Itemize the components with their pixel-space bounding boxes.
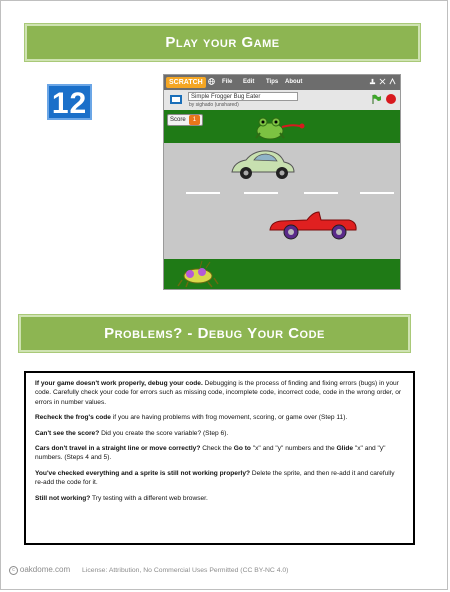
scratch-menubar [164, 75, 400, 90]
globe-icon[interactable] [208, 78, 215, 85]
lane-marking [304, 192, 338, 194]
debug-instructions [24, 371, 415, 545]
license-text: License: Attribution, No Commercial Uses Permitted (CC BY-NC 4.0) [82, 567, 289, 574]
stage-mode-icon[interactable] [170, 95, 182, 104]
debug-text: Debugging is the process of finding and fixing errors (bugs) in your code. Carefully check your code for errors such as missing code, incomplete code, incorrect code, code in the wrong order, or errors in number values. [35, 380, 402, 406]
menu-about[interactable]: About [285, 79, 303, 85]
debug-text: "x" and "y" numbers and the [250, 445, 337, 453]
play-game-banner: Play your Game [25, 24, 420, 61]
grow-icon[interactable] [389, 78, 396, 85]
debug-lead: Cars don't travel in a straight line or move correctly? [35, 445, 201, 453]
lane-marking [186, 192, 220, 194]
stamp-icon[interactable] [369, 78, 376, 85]
debug-paragraph [35, 494, 404, 503]
step-number-badge: 12 [47, 84, 92, 120]
debug-lead: If your game doesn't work properly, debug your code. [35, 380, 203, 387]
debug-text: Try testing with a different web browser. [90, 494, 208, 502]
scissors-icon[interactable] [379, 78, 386, 85]
debug-lead: Recheck the frog's code [35, 414, 111, 422]
score-label: Score [170, 117, 186, 123]
bug-sprite[interactable] [176, 260, 220, 288]
green-flag-icon[interactable] [371, 94, 381, 104]
frog-sprite[interactable] [252, 114, 306, 142]
debug-paragraph [35, 379, 404, 407]
score-monitor [167, 114, 203, 126]
score-value: 1 [189, 115, 200, 125]
scratch-logo[interactable]: SCRATCH [166, 77, 206, 88]
debug-paragraph [35, 413, 404, 422]
debug-paragraph [35, 429, 404, 438]
debug-text: if you are having problems with frog movement, scoring, or game over (Step 11). [110, 414, 348, 422]
debug-text: Did you create the score variable? (Step 6). [99, 429, 229, 437]
debug-lead: Still not working? [35, 494, 91, 502]
site-name: oakdome.com [19, 565, 71, 574]
beetle-car-sprite[interactable] [228, 148, 298, 182]
project-byline: by sighado (unshared) [189, 102, 239, 108]
copyright-icon: c [9, 566, 18, 575]
debug-text: Delete the sprite, and then re-add it and carefully re-add the code for it. [35, 469, 395, 487]
debug-text: Check the [200, 445, 234, 453]
menu-edit[interactable]: Edit [243, 79, 255, 85]
debug-banner: Problems? - Debug Your Code [19, 315, 410, 352]
debug-lead: You've checked everything and a sprite is still not working properly? [35, 469, 251, 477]
menu-file[interactable]: File [222, 79, 233, 85]
lane-marking [360, 192, 394, 194]
stop-button[interactable] [386, 94, 396, 104]
lane-marking [244, 192, 278, 194]
debug-paragraph [35, 444, 404, 463]
menu-tips[interactable]: Tips [266, 79, 279, 85]
debug-paragraph [35, 469, 404, 488]
debug-text: "x" and "y" numbers. (Steps 4 and 5). [35, 445, 386, 462]
debug-lead: Can't see the score? [35, 429, 100, 437]
game-stage[interactable] [164, 110, 400, 290]
license-footer [9, 565, 288, 575]
glide-block-name: Glide [336, 445, 354, 453]
project-title-input[interactable]: Simple Frogger Bug Eater [188, 92, 298, 101]
scratch-screenshot [163, 74, 401, 290]
scratch-titlebar [164, 90, 400, 110]
goto-block-name: Go to [233, 445, 251, 453]
red-car-sprite[interactable] [267, 208, 359, 242]
